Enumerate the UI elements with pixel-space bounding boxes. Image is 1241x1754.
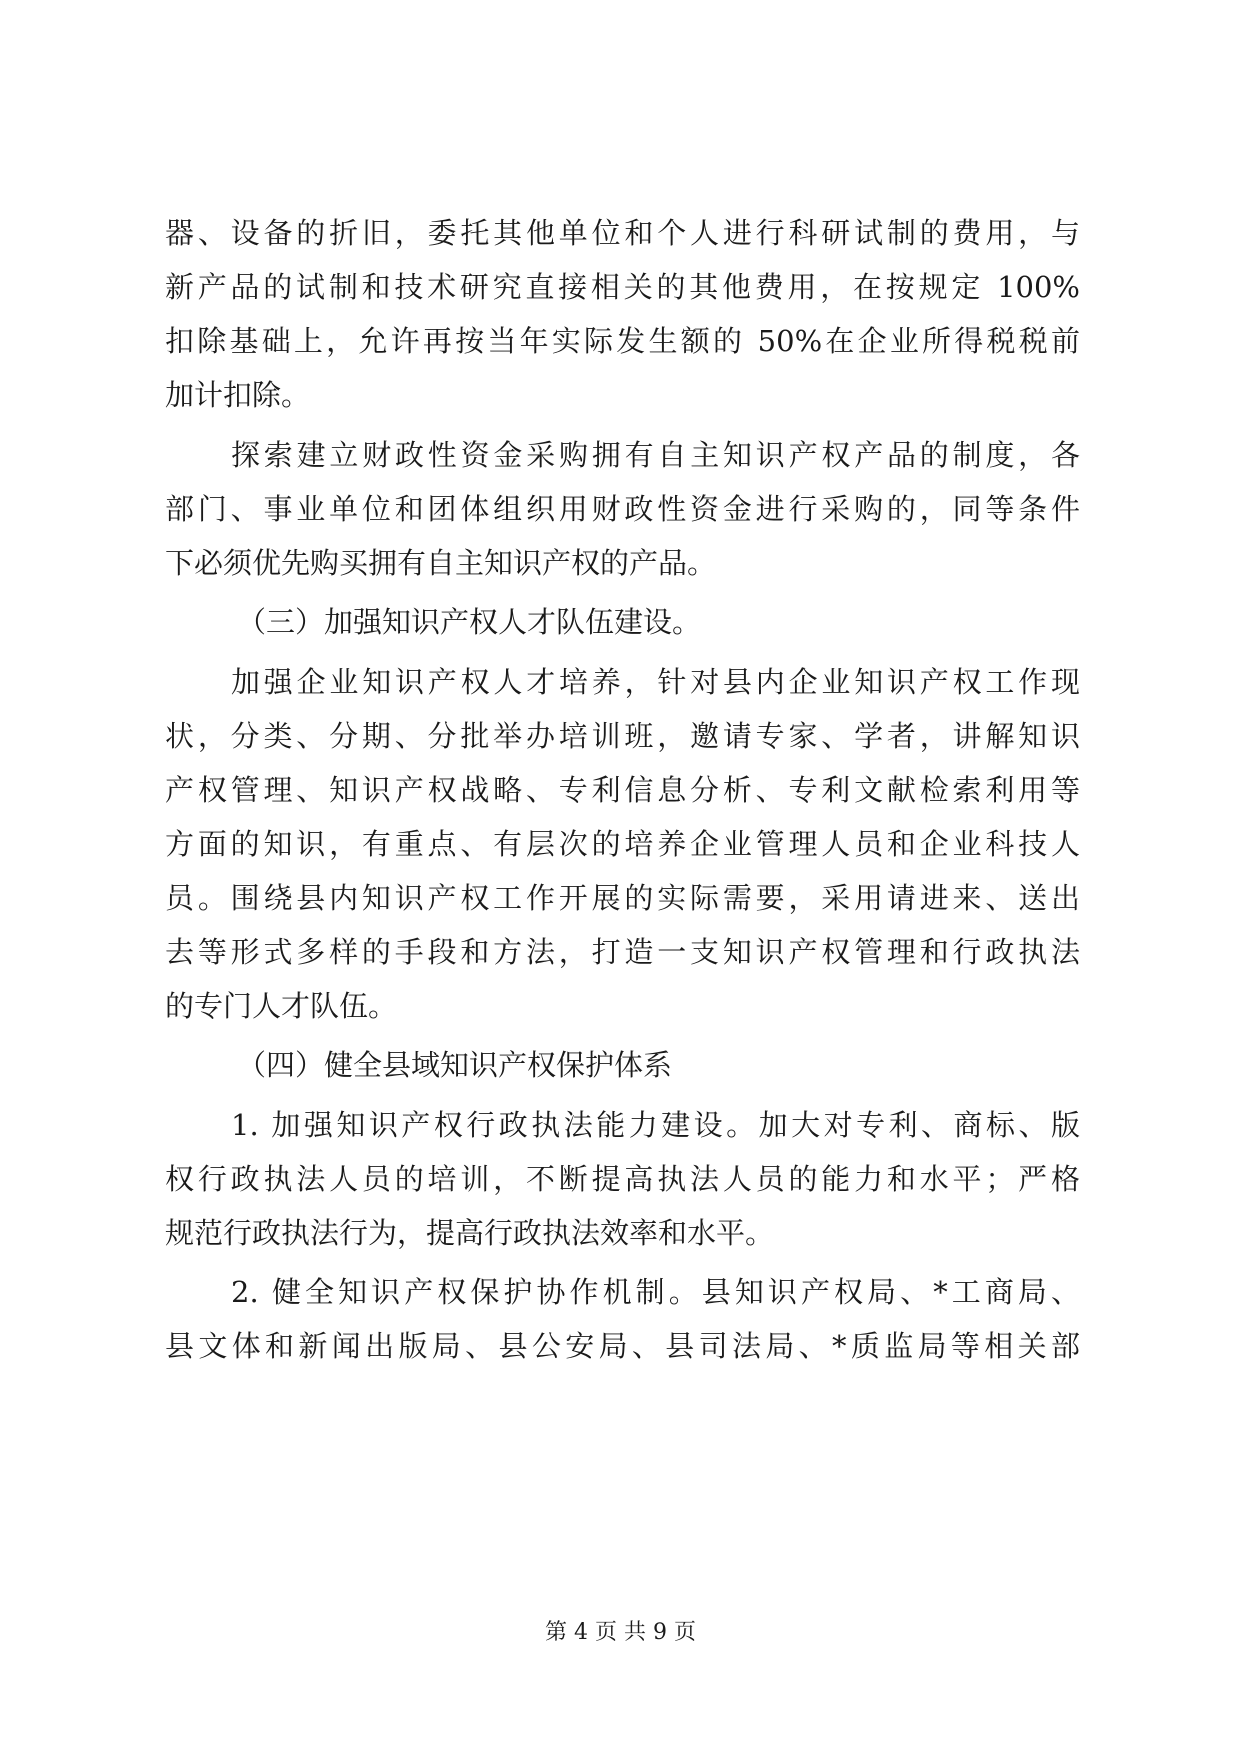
paragraph-first-line: 2. 健全知识产权保护协作机制。县知识产权局、*工商局、 bbox=[231, 1275, 1080, 1309]
text-line: 规范行政执法行为，提高行政执法效率和水平。 bbox=[165, 1216, 775, 1250]
text-line: 的专门人才队伍。 bbox=[165, 989, 398, 1023]
text-line: 员。围绕县内知识产权工作开展的实际需要，采用请进来、送出 bbox=[165, 881, 1080, 915]
text-line: 县文体和新闻出版局、县公安局、县司法局、*质监局等相关部 bbox=[165, 1329, 1080, 1363]
section-heading: （三）加强知识产权人才队伍建设。 bbox=[237, 605, 702, 639]
text-line: 去等形式多样的手段和方法，打造一支知识产权管理和行政执法 bbox=[165, 935, 1080, 969]
page-number-footer: 第 4 页 共 9 页 bbox=[545, 1620, 696, 1645]
paragraph-first-line: 探索建立财政性资金采购拥有自主知识产权产品的制度，各 bbox=[231, 438, 1080, 472]
text-line: 权行政执法人员的培训，不断提高执法人员的能力和水平；严格 bbox=[165, 1162, 1080, 1196]
text-line: 加计扣除。 bbox=[165, 378, 311, 412]
text-line: 下必须优先购买拥有自主知识产权的产品。 bbox=[165, 546, 717, 580]
text-line: 方面的知识，有重点、有层次的培养企业管理人员和企业科技人 bbox=[165, 827, 1080, 861]
paragraph-first-line: 加强企业知识产权人才培养，针对县内企业知识产权工作现 bbox=[231, 665, 1080, 699]
text-line: 产权管理、知识产权战略、专利信息分析、专利文献检索利用等 bbox=[165, 773, 1080, 807]
section-heading: （四）健全县域知识产权保护体系 bbox=[237, 1048, 673, 1082]
text-line: 扣除基础上，允许再按当年实际发生额的 50%在企业所得税税前 bbox=[165, 324, 1080, 358]
text-line: 新产品的试制和技术研究直接相关的其他费用，在按规定 100% bbox=[165, 270, 1080, 304]
text-line: 部门、事业单位和团体组织用财政性资金进行采购的，同等条件 bbox=[165, 492, 1080, 526]
text-line: 器、设备的折旧，委托其他单位和个人进行科研试制的费用，与 bbox=[165, 216, 1080, 250]
paragraph-first-line: 1. 加强知识产权行政执法能力建设。加大对专利、商标、版 bbox=[231, 1108, 1080, 1142]
text-line: 状，分类、分期、分批举办培训班，邀请专家、学者，讲解知识 bbox=[165, 719, 1080, 753]
